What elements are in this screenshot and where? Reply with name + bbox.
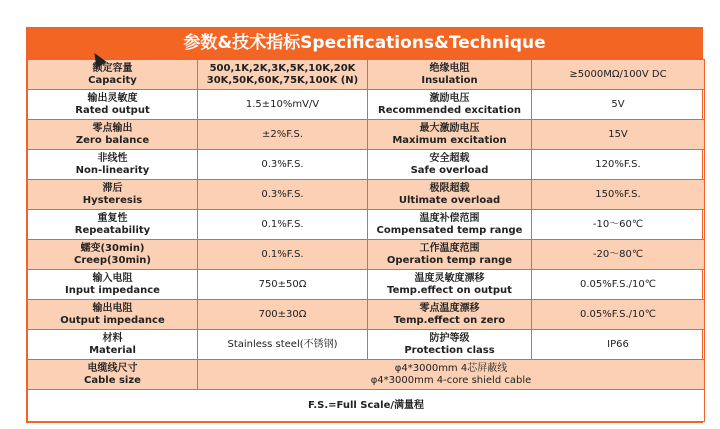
spec-value: -10～60℃ <box>532 210 705 240</box>
spec-value: Stainless steel(不锈钢) <box>198 330 368 360</box>
spec-value: 0.3%F.S. <box>198 180 368 210</box>
spec-label: 极限超载 Ultimate overload <box>368 180 532 210</box>
spec-row <box>28 90 705 120</box>
spec-label: 材料 Material <box>28 330 198 360</box>
spec-label: 防护等级 Protection class <box>368 330 532 360</box>
spec-value: ≥5000MΩ/100V DC <box>532 60 705 90</box>
spec-value: ±2%F.S. <box>198 120 368 150</box>
spec-label: 重复性 Repeatability <box>28 210 198 240</box>
spec-label: 滞后 Hysteresis <box>28 180 198 210</box>
spec-label: 输出灵敏度 Rated output <box>28 90 198 120</box>
cable-value: φ4*3000mm 4芯屏蔽线 φ4*3000mm 4-core shield cable <box>198 360 705 390</box>
spec-value: 1.5±10%mV/V <box>198 90 368 120</box>
spec-value: IP66 <box>532 330 705 360</box>
spec-label: 激励电压 Recommended excitation <box>368 90 532 120</box>
spec-row <box>28 180 705 210</box>
spec-row <box>28 210 705 240</box>
spec-label: 蠕变(30min) Creep(30min) <box>28 240 198 270</box>
cable-row <box>28 360 705 390</box>
spec-row <box>28 330 705 360</box>
spec-value: 150%F.S. <box>532 180 705 210</box>
spec-label: 输出电阻 Output impedance <box>28 300 198 330</box>
spec-label: 零点输出 Zero balance <box>28 120 198 150</box>
sheet-title: 参数&技术指标Specifications&Technique <box>27 28 702 59</box>
spec-value: 5V <box>532 90 705 120</box>
spec-row <box>28 270 705 300</box>
spec-label: 工作温度范围 Operation temp range <box>368 240 532 270</box>
spec-value: 0.1%F.S. <box>198 240 368 270</box>
spec-label: 非线性 Non-linearity <box>28 150 198 180</box>
footer-row <box>28 390 705 422</box>
spec-label: 温度补偿范围 Compensated temp range <box>368 210 532 240</box>
cable-label: 电缆线尺寸 Cable size <box>28 360 198 390</box>
spec-label: 输入电阻 Input impedance <box>28 270 198 300</box>
spec-value: -20～80℃ <box>532 240 705 270</box>
spec-label: 绝缘电阻 Insulation <box>368 60 532 90</box>
spec-sheet <box>26 27 703 423</box>
footnote: F.S.=Full Scale/满量程 <box>28 390 705 422</box>
spec-value: 15V <box>532 120 705 150</box>
spec-value: 0.05%F.S./10℃ <box>532 270 705 300</box>
spec-label: 额定容量 Capacity <box>28 60 198 90</box>
spec-value: 750±50Ω <box>198 270 368 300</box>
spec-row <box>28 60 705 90</box>
spec-label: 最大激励电压 Maximum excitation <box>368 120 532 150</box>
spec-table <box>27 59 705 422</box>
spec-value: 700±30Ω <box>198 300 368 330</box>
spec-value: 0.3%F.S. <box>198 150 368 180</box>
spec-label: 安全超载 Safe overload <box>368 150 532 180</box>
spec-row <box>28 300 705 330</box>
spec-value: 0.05%F.S./10℃ <box>532 300 705 330</box>
spec-row <box>28 150 705 180</box>
spec-label: 温度灵敏度漂移 Temp.effect on output <box>368 270 532 300</box>
spec-value: 0.1%F.S. <box>198 210 368 240</box>
spec-row <box>28 120 705 150</box>
spec-value: 500,1K,2K,3K,5K,10K,20K 30K,50K,60K,75K,100K (N) <box>198 60 368 90</box>
spec-label: 零点温度漂移 Temp.effect on zero <box>368 300 532 330</box>
spec-value: 120%F.S. <box>532 150 705 180</box>
spec-row <box>28 240 705 270</box>
